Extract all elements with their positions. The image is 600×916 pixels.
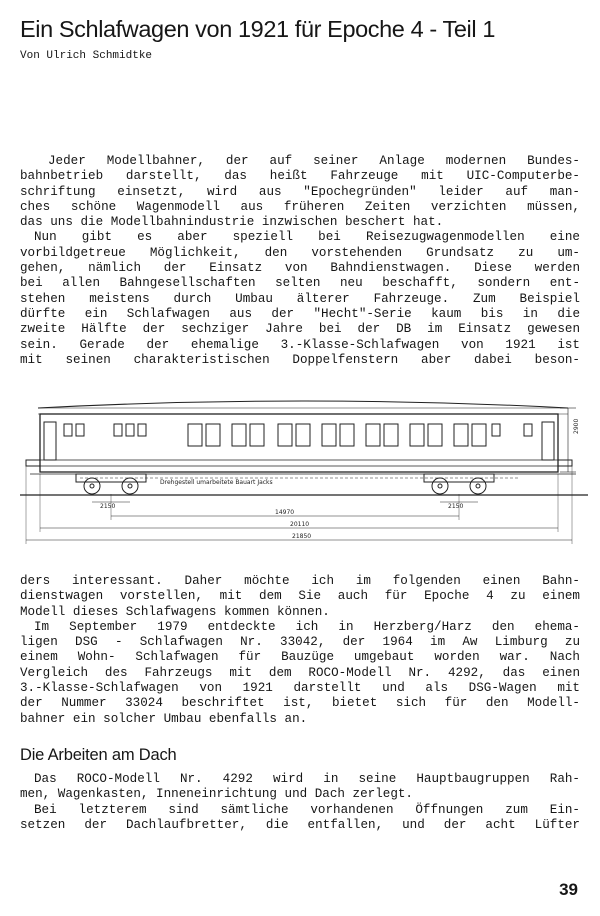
text-line: einem Wohn- Schlafwagen für Bauzüge umgebaut worden war. Nach (20, 650, 580, 665)
text-line: mit seinen charakteristischen Doppelfenstern aber dabei beson- (20, 352, 580, 367)
end-door (44, 422, 56, 460)
intro-paragraph (20, 154, 580, 368)
text-line: Das ROCO-Modell Nr. 4292 wird in seine Hauptbaugruppen Rah- (34, 772, 580, 786)
text-line: bahner ein solcher Umbau ebenfalls an. (20, 711, 308, 726)
wheelbase-dimension-label: 2150 (448, 503, 464, 510)
height-dimension-label: 2900 (573, 418, 580, 434)
text-line: gehen, nämlich der Einsatz von Bahndienstwagen. Diese werden (20, 261, 580, 276)
bogie-left (76, 474, 146, 494)
buffer (558, 460, 572, 466)
text-line: schriftung einsetzt, wird aus "Epochegründen" leider auf man- (20, 184, 580, 199)
text-line: dürfte ein Schlafwagen aus der "Hecht"-Serie kaum bis in die (20, 306, 580, 321)
author-byline: Von Ulrich Schmidtke (20, 50, 153, 62)
text-line: Nun gibt es aber speziell bei Reisezugwagenmodellen eine (34, 230, 580, 245)
text-line: stehen meistens durch Umbau älterer Fahrzeuge. Zum Beispiel (20, 291, 580, 306)
text-line: Jeder Modellbahner, der auf seiner Anlage modernen Bundes- (48, 154, 580, 168)
text-line: Im September 1979 entdeckte ich in Herzberg/Harz den ehema- (34, 619, 580, 634)
article-title: Ein Schlafwagen von 1921 für Epoche 4 - Teil 1 (20, 16, 495, 42)
text-line: men, Wagenkasten, Inneneinrichtung und Dach zerlegt. (20, 787, 413, 802)
text-line: vorbildgetreue Möglichkeit, den vorstehenden Grundsatz zu um- (20, 245, 580, 260)
text-line: Bei letzterem sind sämtliche vorhandenen Öffnungen zum Ein- (34, 802, 580, 817)
section-paragraph (20, 772, 580, 833)
text-line: sein. Gerade der ehemalige 3.-Klasse-Schlafwagen von 1921 ist (20, 337, 580, 352)
end-door (542, 422, 554, 460)
bogie-right (424, 474, 494, 494)
text-line: der Nummer 33024 beschriftet ist, bietet sich für den Modell- (20, 696, 580, 711)
body-length-label: 20110 (290, 521, 310, 528)
text-line: ligen DSG - Schlafwagen Nr. 33042, der 1964 im Aw Limburg zu (20, 635, 580, 650)
bogie-distance-label: 14970 (275, 509, 295, 516)
page-number: 39 (559, 880, 578, 899)
text-line: dienstwagen vorstellen, mit dem Sie auch für Epoche 4 zu einem (20, 589, 580, 604)
continuation-paragraph (20, 574, 580, 727)
buffer (26, 460, 40, 466)
roof-line (38, 401, 568, 408)
double-window (188, 424, 202, 446)
text-line: das uns die Modellbahnindustrie inzwischen beschert hat. (20, 215, 444, 230)
sleeping-car-side-elevation-drawing (20, 394, 588, 554)
text-line: bahnbetrieb darstellt, das heißt Fahrzeuge mit UIC-Computerbe- (20, 169, 580, 184)
wheelbase-dimension-label: 2150 (100, 503, 116, 510)
text-line: setzen der Dachlaufbretter, die entfallen, und der acht Lüfter (20, 817, 580, 832)
over-buffers-length-label: 21850 (292, 533, 312, 540)
text-line: Modell dieses Schlafwagens kommen können. (20, 604, 330, 619)
bogie-note-label: Drehgestell umarbeitete Bauart Jacks (160, 479, 273, 486)
section-heading: Die Arbeiten am Dach (20, 746, 177, 764)
text-line: bei allen Bahngesellschaften selten neu beschafft, sondern ent- (20, 276, 580, 291)
text-line: 3.-Klasse-Schlafwagen von 1921 darstellt und als DSG-Wagen mit (20, 681, 580, 696)
text-line: ders interessant. Daher möchte ich im folgenden einen Bahn- (20, 574, 580, 588)
text-line: Vergleich des Fahrzeugs mit dem ROCO-Modell Nr. 4292, das einen (20, 665, 580, 680)
text-line: ches schöne Wagenmodell aus früheren Zeiten verzichten müssen, (20, 199, 580, 214)
text-line: zweite Hälfte der sechziger Jahre bei der DB im Einsatz gewesen (20, 322, 580, 337)
car-body-outline (40, 414, 558, 472)
